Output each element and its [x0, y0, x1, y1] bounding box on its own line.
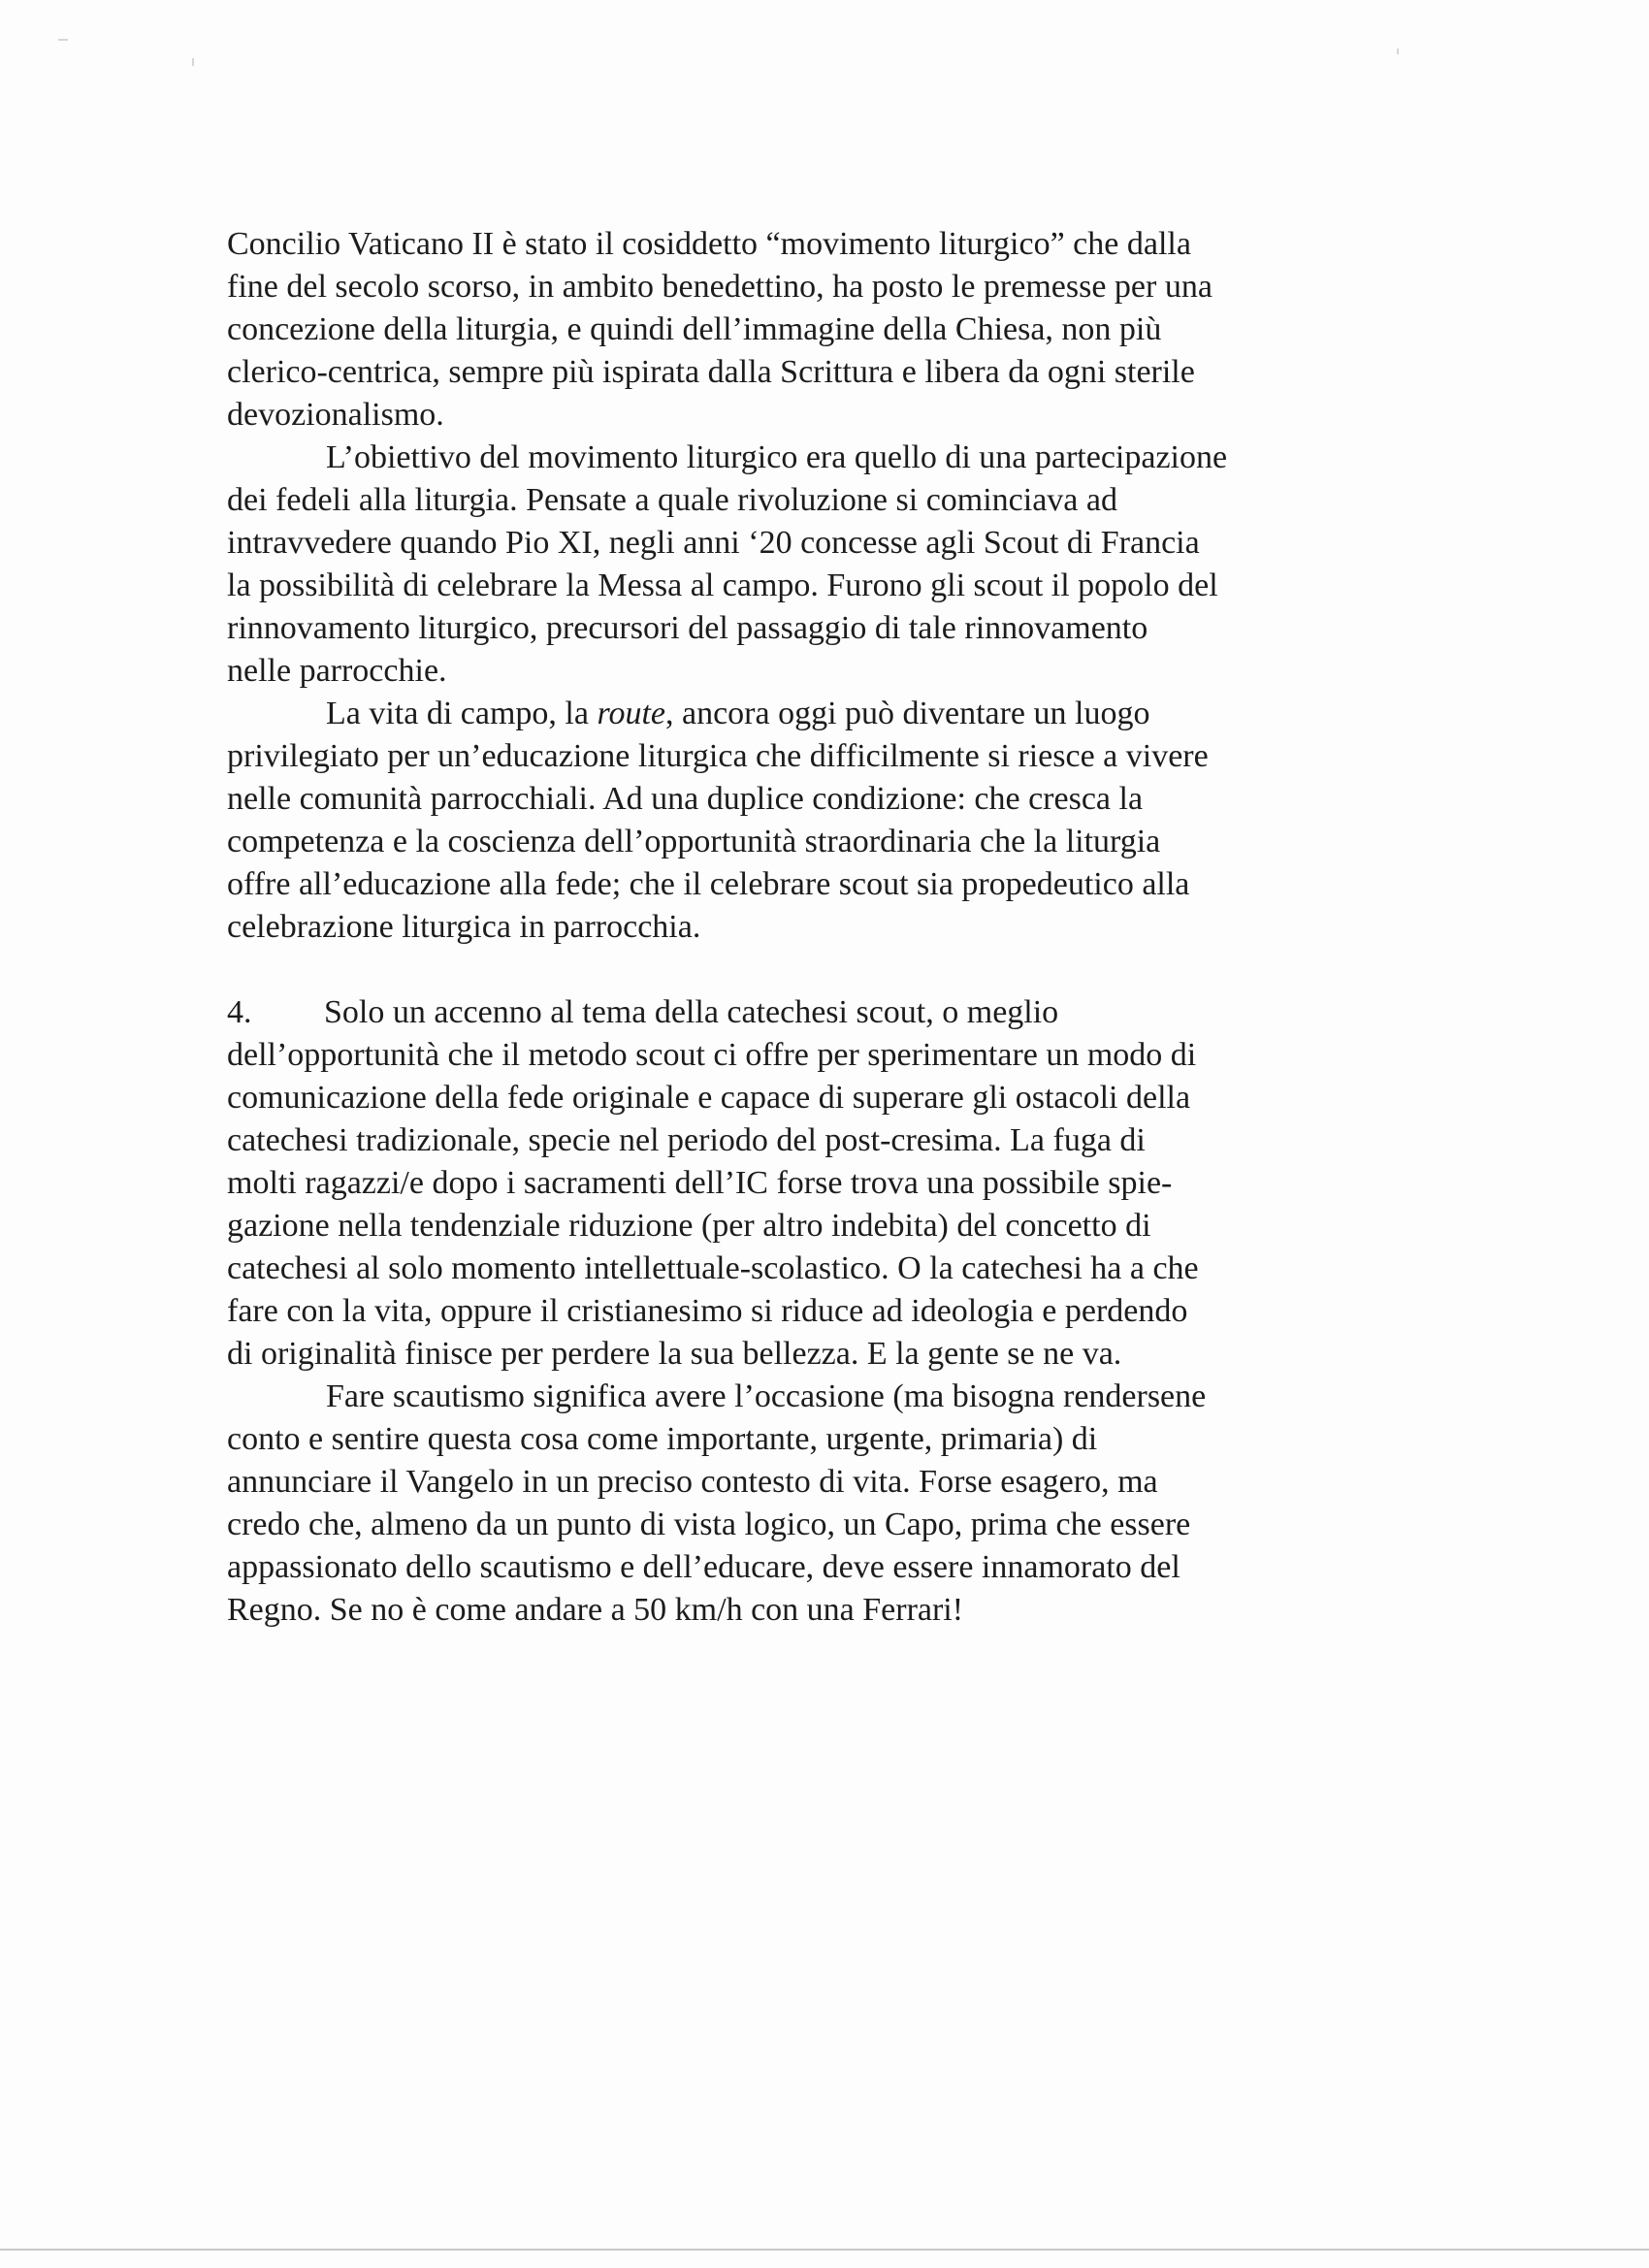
text-line: comunicazione della fede originale e capace di superare gli ostacoli della — [227, 1080, 1191, 1116]
text-line: credo che, almeno da un punto di vista logico, un Capo, prima che essere — [227, 1507, 1191, 1542]
text-line: fare con la vita, oppure il cristianesimo si riduce ad ideologia e perdendo — [227, 1293, 1188, 1329]
text-line: dei fedeli alla liturgia. Pensate a quale rivoluzione si cominciava ad — [227, 482, 1117, 518]
scan-bottom-edge — [0, 2249, 1649, 2251]
section-4 — [227, 991, 1391, 1376]
text-line: dell’opportunità che il metodo scout ci offre per sperimentare un modo di — [227, 1037, 1197, 1073]
paragraph-3 — [227, 693, 1391, 949]
scan-speck — [1397, 49, 1399, 54]
scan-speck — [58, 39, 68, 41]
text-run: Solo un accenno al tema della catechesi scout, o meglio — [324, 994, 1059, 1030]
text-line: privilegiato per un’educazione liturgica che difficilmente si riesce a vivere — [227, 738, 1209, 774]
text-line: di originalità finisce per perdere la sua bellezza. E la gente se ne va. — [227, 1336, 1122, 1372]
text-line: Regno. Se no è come andare a 50 km/h con una Ferrari! — [227, 1592, 964, 1628]
text-line: conto e sentire questa cosa come importante, urgente, primaria) di — [227, 1421, 1098, 1457]
text-line: Fare scautismo significa avere l’occasione (ma bisogna rendersene — [326, 1378, 1207, 1414]
text-line: rinnovamento liturgico, precursori del passaggio di tale rinnovamento — [227, 610, 1148, 646]
italic-term: route — [597, 696, 665, 731]
text-line: L’obiettivo del movimento liturgico era quello di una partecipazione — [326, 439, 1228, 475]
text-line — [227, 991, 1391, 1034]
text-line: la possibilità di celebrare la Messa al campo. Furono gli scout il popolo del — [227, 567, 1218, 603]
scan-speck — [192, 58, 194, 66]
text-line: Concilio Vaticano II è stato il cosiddetto “movimento liturgico” che dalla — [227, 226, 1191, 262]
text-line: fine del secolo scorso, in ambito benedettino, ha posto le premesse per una — [227, 269, 1212, 305]
text-line — [227, 693, 1391, 735]
text-line: catechesi al solo momento intellettuale-scolastico. O la catechesi ha a che — [227, 1250, 1199, 1286]
text-line: devozionalismo. — [227, 397, 444, 433]
text-line: concezione della liturgia, e quindi dell’immagine della Chiesa, non più — [227, 311, 1162, 347]
document-body — [227, 223, 1391, 1632]
text-line: annunciare il Vangelo in un preciso contesto di vita. Forse esagero, ma — [227, 1464, 1158, 1500]
text-line: celebrazione liturgica in parrocchia. — [227, 909, 701, 945]
text-run: La vita di campo, la — [326, 696, 598, 731]
section-number: 4. — [227, 994, 252, 1030]
paragraph-gap — [227, 949, 1391, 991]
paragraph-1 — [227, 223, 1391, 437]
text-line: nelle comunità parrocchiali. Ad una duplice condizione: che cresca la — [227, 781, 1144, 817]
text-line: appassionato dello scautismo e dell’educare, deve essere innamorato del — [227, 1549, 1180, 1585]
text-line: molti ragazzi/e dopo i sacramenti dell’IC forse trova una possibile spie- — [227, 1165, 1173, 1201]
text-line: nelle parrocchie. — [227, 653, 447, 689]
text-line: clerico-centrica, sempre più ispirata dalla Scrittura e libera da ogni sterile — [227, 354, 1195, 390]
text-line: catechesi tradizionale, specie nel periodo del post-cresima. La fuga di — [227, 1122, 1146, 1158]
text-line: intravvedere quando Pio XI, negli anni ‘20 concesse agli Scout di Francia — [227, 525, 1200, 561]
text-line: gazione nella tendenziale riduzione (per altro indebita) del concetto di — [227, 1208, 1151, 1244]
paragraph-5 — [227, 1376, 1391, 1632]
text-run: , ancora oggi può diventare un luogo — [664, 696, 1150, 731]
text-line: competenza e la coscienza dell’opportunità straordinaria che la liturgia — [227, 824, 1161, 859]
text-line: offre all’educazione alla fede; che il celebrare scout sia propedeutico alla — [227, 866, 1190, 902]
paragraph-2 — [227, 437, 1391, 693]
